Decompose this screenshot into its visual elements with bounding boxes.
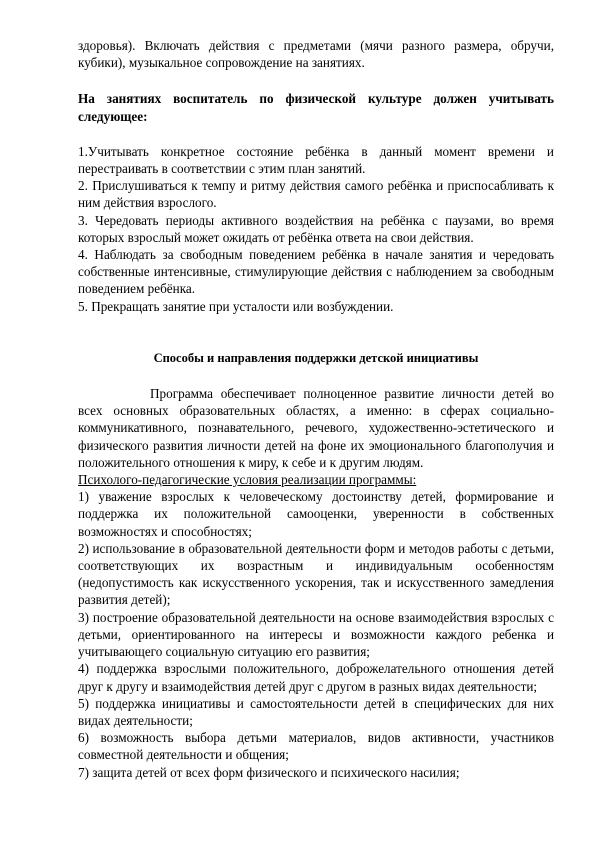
rule-item: 5. Прекращать занятие при усталости или возбуждении. [78, 298, 394, 314]
rule-item: 3. Чередовать периоды активного воздействия на ребёнка с паузами, во время которых взрослый может ожидать от ребёнка ответа на свои действия. [78, 212, 554, 245]
spacer [78, 71, 554, 90]
condition-item: 3) построение образовательной деятельности на основе взаимодействия взрослых с детьми, ориентированного на интересы и возможности каждого ребенка и учитывающего социальную ситуацию его развития; [78, 609, 554, 660]
condition-item: 2) использование в образовательной деятельности форм и методов работы с детьми, соответствующих их возрастным и индивидуальным особенностям (недопустимость как искусственного ускорения, так и искусственного замедления развития детей); [78, 540, 554, 608]
condition-item: 7) защита детей от всех форм физического и психического насилия; [78, 764, 460, 780]
rules-list [78, 143, 554, 315]
condition-item: 1) уважение взрослых к человеческому достоинству детей, формирование и поддержка их положительной самооценки, уверенности в собственных возможностях и способностях; [78, 489, 554, 539]
page-content [78, 37, 554, 781]
conditions-title: Психолого-педагогические условия реализации программы: [78, 472, 417, 488]
condition-item: 6) возможность выбора детьми материалов, видов активности, участников совместной деятельности и общения; [78, 730, 554, 763]
spacer [78, 315, 554, 350]
condition-item: 5) поддержка инициативы и самостоятельности детей в специфических для них видах деятельности; [78, 695, 554, 728]
section-title: Способы и направления поддержки детской инициативы [153, 350, 479, 365]
rule-item: 2. Прислушиваться к темпу и ритму действия самого ребёнка и приспосабливать к ним действия взрослого. [78, 178, 554, 211]
intro-continuation: здоровья). Включать действия с предметами (мячи разного размера, обручи, кубики), музыкальное сопровождение на занятиях. [78, 38, 554, 71]
section-heading: На занятиях воспитатель по физической культуре должен учитывать следующее: [78, 91, 554, 124]
program-paragraph: Программа обеспечивает полноценное развитие личности детей во всех основных образовательных областях, а именно: в сферах социально-коммуникативного, познавательного, речевого, художественно-эстетического и физического развития личности детей на фоне их эмоционального благополучия и положительного отношения к миру, к себе и к другим людям. [78, 386, 554, 470]
condition-item: 4) поддержка взрослыми положительного, доброжелательного отношения детей друг к другу и взаимодействия детей друг с другом в разных видах деятельности; [78, 661, 554, 694]
conditions-list [78, 488, 554, 780]
rule-item: 1.Учитывать конкретное состояние ребёнка в данный момент времени и перестраивать в соответствии с этим план занятий. [78, 143, 554, 177]
rule-item: 4. Наблюдать за свободным поведением ребёнка в начале занятия и чередовать собственные интенсивные, стимулирующие действия с наблюдением за свободным поведением ребёнка. [78, 247, 554, 297]
spacer [78, 367, 554, 385]
spacer [78, 125, 554, 143]
